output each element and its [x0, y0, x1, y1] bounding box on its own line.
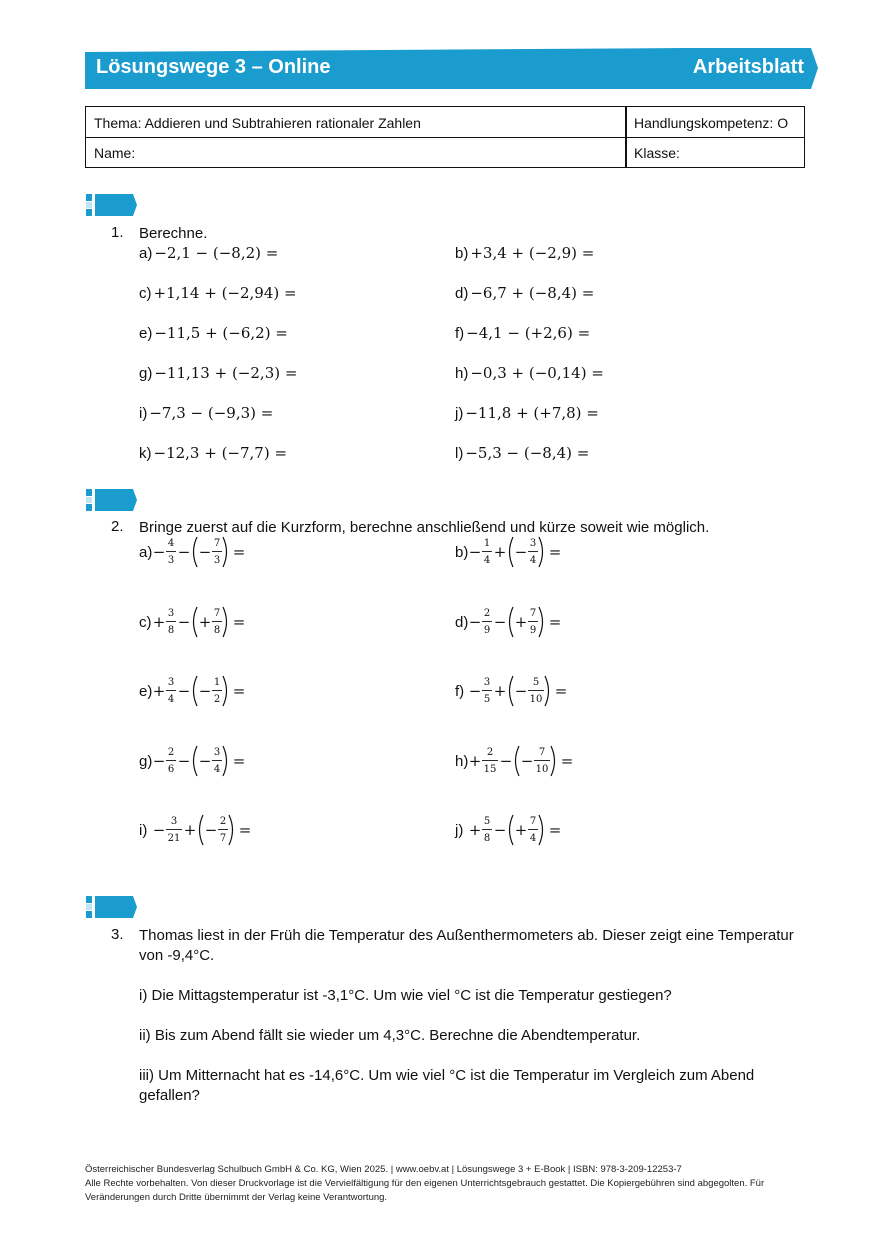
equals-sign: =	[554, 682, 568, 700]
task-expression: −12,3 + (−7,7) =	[153, 444, 288, 462]
fraction-expression	[139, 673, 319, 713]
fraction-expression	[455, 604, 635, 644]
numerator-2: 7	[538, 746, 546, 758]
exercise-1-task	[139, 444, 287, 462]
open-paren	[516, 746, 520, 776]
exercise-1-task	[139, 284, 297, 302]
denominator-1: 4	[483, 555, 491, 566]
exercise-3-part-ii: ii) Bis zum Abend fällt sie wieder um 4,3°C. Berechne die Abendtemperatur.	[139, 1027, 641, 1044]
numerator-2: 7	[213, 607, 221, 619]
equals-sign: =	[232, 682, 246, 700]
sign-1: −	[468, 543, 482, 561]
numerator-1: 1	[483, 538, 491, 549]
close-paren	[551, 746, 555, 776]
exercise-3-part-iii: iii) Um Mitternacht hat es -14,6°C. Um wie viel °C ist die Temperatur im Vergleich zum Abend gefallen?	[139, 1067, 755, 1104]
denominator-2: 4	[529, 833, 537, 844]
operator: −	[499, 751, 513, 770]
exercise-1-task	[455, 364, 604, 382]
numerator-1: 4	[167, 538, 175, 549]
exercise-1-task	[455, 404, 599, 422]
open-paren	[194, 746, 198, 776]
fraction-expression	[455, 534, 635, 574]
task-label: e)	[139, 325, 153, 342]
task-label: a)	[139, 245, 153, 262]
numerator-2: 3	[213, 746, 221, 758]
equals-sign: =	[232, 543, 246, 561]
exercise-2-number: 2.	[111, 518, 124, 535]
info-table	[85, 106, 805, 168]
info-row-topic	[86, 107, 804, 138]
exercise-3-intro: Thomas liest in der Früh die Temperatur des Außenthermometers ab. Dieser zeigt eine Temperatur von -9,4°C.	[139, 927, 794, 964]
denominator-1: 9	[483, 624, 491, 636]
sign-2: −	[514, 682, 528, 700]
task-expression: +1,14 + (−2,94) =	[153, 284, 297, 302]
task-label: a)	[139, 544, 153, 561]
competence-cell: Handlungskompetenz: O	[634, 115, 789, 131]
task-expression: −11,8 + (+7,8) =	[465, 404, 599, 422]
task-expression: −5,3 − (−8,4) =	[465, 444, 590, 462]
close-paren	[545, 676, 549, 706]
section-marker-3	[86, 896, 138, 920]
open-paren	[510, 815, 514, 845]
denominator-2: 10	[535, 763, 549, 775]
numerator-1: 2	[483, 607, 491, 619]
fraction-expression	[139, 534, 319, 574]
numerator-2: 7	[213, 538, 221, 549]
numerator-1: 3	[167, 607, 175, 619]
exercise-1-task	[139, 324, 288, 342]
fraction-expression	[139, 743, 319, 783]
denominator-1: 5	[483, 694, 491, 705]
sign-2: +	[198, 612, 212, 631]
task-label: c)	[139, 613, 152, 631]
task-label: g)	[139, 752, 153, 770]
footer-rights: Alle Rechte vorbehalten. Von dieser Druckvorlage ist die Vervielfältigung für den eigenen Unterrichtsgebrauch gestattet. Die Kopiergebühren sind abgegolten. Für Veränderungen durch Dritte übernimmt der Verlag keine Verantwortung.	[85, 1178, 765, 1203]
info-row-name	[86, 137, 804, 167]
exercise-1-task	[455, 444, 589, 462]
sign-2: −	[198, 682, 212, 700]
sign-2: +	[514, 612, 528, 631]
equals-sign: =	[548, 821, 562, 839]
fraction-expression	[455, 812, 635, 852]
class-field[interactable]: Klasse:	[634, 145, 680, 161]
fraction-expression	[455, 743, 635, 783]
task-label: d)	[455, 613, 469, 631]
section-marker-2	[86, 489, 138, 513]
denominator-1: 21	[167, 833, 181, 844]
close-paren	[223, 607, 227, 637]
operator: +	[493, 543, 507, 561]
sign-1: +	[468, 751, 482, 770]
task-expression: −7,3 − (−9,3) =	[149, 404, 274, 422]
task-label: e)	[139, 683, 153, 700]
task-label: b)	[455, 245, 469, 262]
task-expression: −11,13 + (−2,3) =	[154, 364, 298, 382]
task-label: h)	[455, 752, 469, 770]
task-label: j)	[455, 822, 464, 839]
close-paren	[539, 537, 543, 567]
page-title: Lösungswege 3 – Online	[96, 56, 331, 78]
numerator-1: 3	[483, 677, 491, 688]
equals-sign: =	[548, 543, 562, 561]
numerator-1: 5	[483, 816, 491, 827]
operator: −	[177, 682, 191, 700]
close-paren	[223, 746, 227, 776]
exercise-1-instruction: Berechne.	[139, 225, 208, 242]
operator: −	[493, 612, 507, 631]
numerator-1: 3	[170, 816, 178, 827]
denominator-1: 4	[167, 694, 175, 705]
denominator-1: 15	[483, 763, 497, 775]
task-label: i)	[139, 822, 148, 839]
task-label: c)	[139, 285, 152, 302]
footer	[85, 1163, 805, 1205]
operator: +	[183, 821, 197, 839]
exercise-1-task	[455, 324, 590, 342]
denominator-2: 8	[213, 624, 221, 636]
sign-2: −	[198, 543, 212, 561]
equals-sign: =	[232, 612, 246, 631]
sign-2: −	[520, 751, 534, 770]
sign-1: +	[152, 612, 166, 631]
task-label: k)	[139, 445, 152, 462]
close-paren	[539, 607, 543, 637]
sign-1: −	[468, 682, 482, 700]
exercise-1-task	[139, 364, 297, 382]
equals-sign: =	[548, 612, 562, 631]
sign-1: −	[152, 543, 166, 561]
close-paren	[539, 815, 543, 845]
denominator-2: 4	[213, 763, 221, 775]
sign-1: +	[468, 821, 482, 839]
open-paren	[194, 676, 198, 706]
numerator-2: 7	[529, 816, 537, 827]
task-expression: −6,7 + (−8,4) =	[470, 284, 595, 302]
operator: +	[493, 682, 507, 700]
sign-1: −	[152, 751, 166, 770]
task-label: j)	[455, 405, 464, 422]
exercise-1-task	[455, 284, 594, 302]
operator: −	[177, 751, 191, 770]
sign-2: −	[514, 543, 528, 561]
denominator-2: 9	[529, 624, 537, 636]
task-label: b)	[455, 544, 469, 561]
exercise-3-part-i: i) Die Mittagstemperatur ist -3,1°C. Um wie viel °C ist die Temperatur gestiegen?	[139, 987, 672, 1004]
section-marker-1	[86, 194, 138, 218]
sign-2: −	[198, 751, 212, 770]
denominator-2: 2	[213, 694, 221, 705]
denominator-1: 6	[167, 763, 175, 775]
task-expression: −4,1 − (+2,6) =	[466, 324, 591, 342]
worksheet-label: Arbeitsblatt	[692, 56, 804, 78]
denominator-2: 10	[529, 694, 543, 705]
denominator-1: 8	[167, 624, 175, 636]
numerator-1: 2	[167, 746, 175, 758]
denominator-2: 7	[219, 833, 227, 844]
exercise-1-task	[139, 244, 278, 262]
open-paren	[194, 537, 198, 567]
task-expression: +3,4 + (−2,9) =	[470, 244, 595, 262]
close-paren	[223, 537, 227, 567]
task-label: f)	[455, 325, 465, 342]
close-paren	[229, 815, 233, 845]
task-expression: −11,5 + (−6,2) =	[154, 324, 288, 342]
topic-cell: Thema: Addieren und Subtrahieren rationaler Zahlen	[94, 115, 421, 131]
denominator-2: 3	[213, 555, 221, 566]
fraction-expression	[455, 673, 635, 713]
exercise-1-number: 1.	[111, 224, 124, 241]
close-paren	[223, 676, 227, 706]
operator: −	[493, 821, 507, 839]
open-paren	[510, 537, 514, 567]
operator: −	[177, 543, 191, 561]
exercise-1-task	[139, 404, 273, 422]
task-expression: −2,1 − (−8,2) =	[154, 244, 279, 262]
exercise-1-task	[455, 244, 594, 262]
task-expression: −0,3 + (−0,14) =	[470, 364, 604, 382]
numerator-2: 7	[529, 607, 537, 619]
task-label: h)	[455, 365, 469, 382]
numerator-2: 5	[532, 677, 540, 688]
sign-2: −	[204, 821, 218, 839]
numerator-2: 1	[213, 677, 221, 688]
equals-sign: =	[238, 821, 252, 839]
fraction-expression	[139, 812, 319, 852]
header-banner	[85, 48, 818, 89]
exercise-2-instruction: Bringe zuerst auf die Kurzform, berechne anschließend und kürze soweit wie möglich.	[139, 519, 710, 536]
footer-publisher: Österreichischer Bundesverlag Schulbuch GmbH & Co. KG, Wien 2025. | www.oebv.at | Lösungswege 3 + E-Book | ISBN: 978-3-209-12253-7	[85, 1164, 682, 1175]
task-label: d)	[455, 285, 469, 302]
denominator-1: 3	[167, 555, 175, 566]
numerator-1: 3	[167, 677, 175, 688]
fraction-expression	[139, 604, 319, 644]
name-field[interactable]: Name:	[94, 145, 136, 161]
numerator-2: 3	[529, 538, 537, 549]
denominator-2: 4	[529, 555, 537, 566]
sign-1: −	[468, 612, 482, 631]
equals-sign: =	[560, 751, 574, 770]
open-paren	[510, 676, 514, 706]
task-label: g)	[139, 365, 153, 382]
exercise-3-number: 3.	[111, 926, 124, 943]
open-paren	[200, 815, 204, 845]
task-label: i)	[139, 405, 148, 422]
sign-1: +	[152, 682, 166, 700]
numerator-1: 2	[486, 746, 494, 758]
task-label: l)	[455, 445, 464, 462]
sign-1: −	[152, 821, 166, 839]
open-paren	[194, 607, 198, 637]
task-label: f)	[455, 683, 465, 700]
numerator-2: 2	[219, 816, 227, 827]
open-paren	[510, 607, 514, 637]
equals-sign: =	[232, 751, 246, 770]
sign-2: +	[514, 821, 528, 839]
denominator-1: 8	[483, 833, 491, 844]
operator: −	[177, 612, 191, 631]
